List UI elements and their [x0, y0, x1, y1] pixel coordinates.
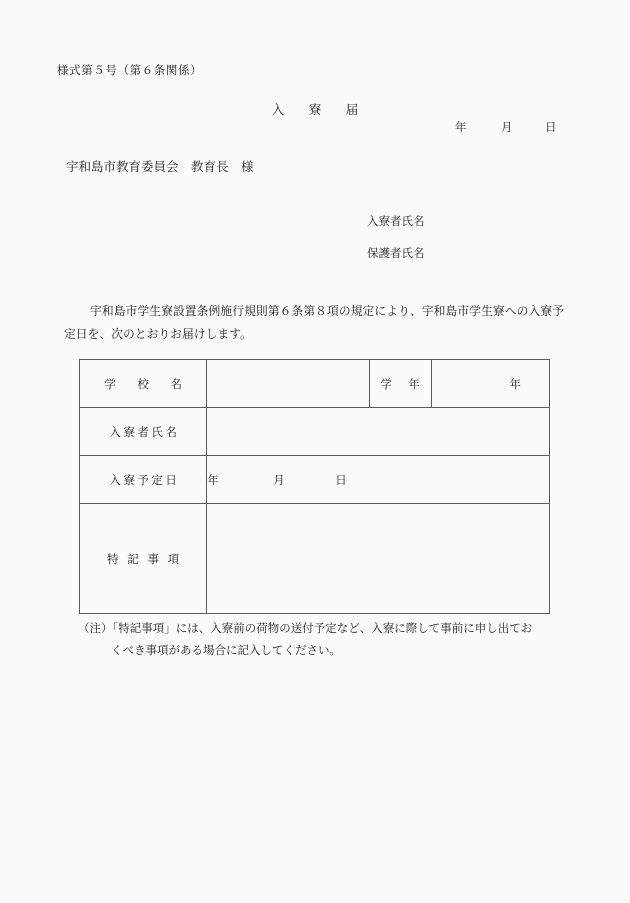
- footnote-line-1: （注）「特記事項」には、入寮前の荷物の送付予定など、入寮に際して事前に申し出てお: [78, 621, 533, 635]
- move-in-date-field[interactable]: [207, 456, 550, 504]
- grade-unit-label: 年: [509, 376, 521, 391]
- table-row-special-notes: [80, 504, 550, 614]
- resident-name-row-label: [80, 408, 207, 456]
- document-date-line: [455, 119, 557, 135]
- table-row-school: [80, 360, 550, 408]
- move-in-date-label: [80, 456, 207, 504]
- addressee: 宇和島市教育委員会 教育長 様: [66, 159, 254, 174]
- grade-label: [369, 360, 431, 408]
- table-row-move-in-date: [80, 456, 550, 504]
- footnote: [78, 618, 568, 662]
- guardian-name-label: 保護者氏名: [367, 246, 425, 260]
- resident-name-field[interactable]: [207, 408, 550, 456]
- entry-form-table: [79, 359, 550, 614]
- resident-name-label: 入寮者氏名: [367, 214, 425, 228]
- date-year-label: 年: [455, 120, 467, 134]
- resident-name-row-label-text: 入寮者氏名: [109, 424, 180, 439]
- signature-block: [367, 213, 425, 261]
- table-row-resident-name: [80, 408, 550, 456]
- move-in-date-label-text: 入寮予定日: [109, 472, 180, 487]
- document-title: 入 寮 届: [271, 102, 365, 117]
- school-name-label-text: 学 校 名: [104, 376, 187, 391]
- move-in-month-label: 月: [273, 472, 285, 487]
- date-month-label: 月: [501, 120, 513, 134]
- move-in-year-label: 年: [207, 472, 219, 487]
- form-number: 様式第５号（第６条関係）: [57, 63, 203, 77]
- grade-label-text: 学 年: [380, 376, 423, 391]
- school-name-label: [80, 360, 207, 408]
- date-day-label: 日: [545, 120, 557, 134]
- school-name-field[interactable]: [207, 360, 369, 408]
- special-notes-label: [80, 504, 207, 614]
- body-paragraph: 宇和島市学生寮設置条例施行規則第６条第８項の規定により、宇和島市学生寮への入寮予定日を、次のとおりお届けします。: [64, 304, 564, 341]
- grade-field[interactable]: [431, 360, 549, 408]
- special-notes-label-text: 特 記 事 項: [107, 551, 182, 566]
- footnote-line-2: くべき事項がある場合に記入してください。: [111, 642, 341, 657]
- special-notes-field[interactable]: [207, 504, 550, 614]
- move-in-day-label: 日: [335, 472, 347, 487]
